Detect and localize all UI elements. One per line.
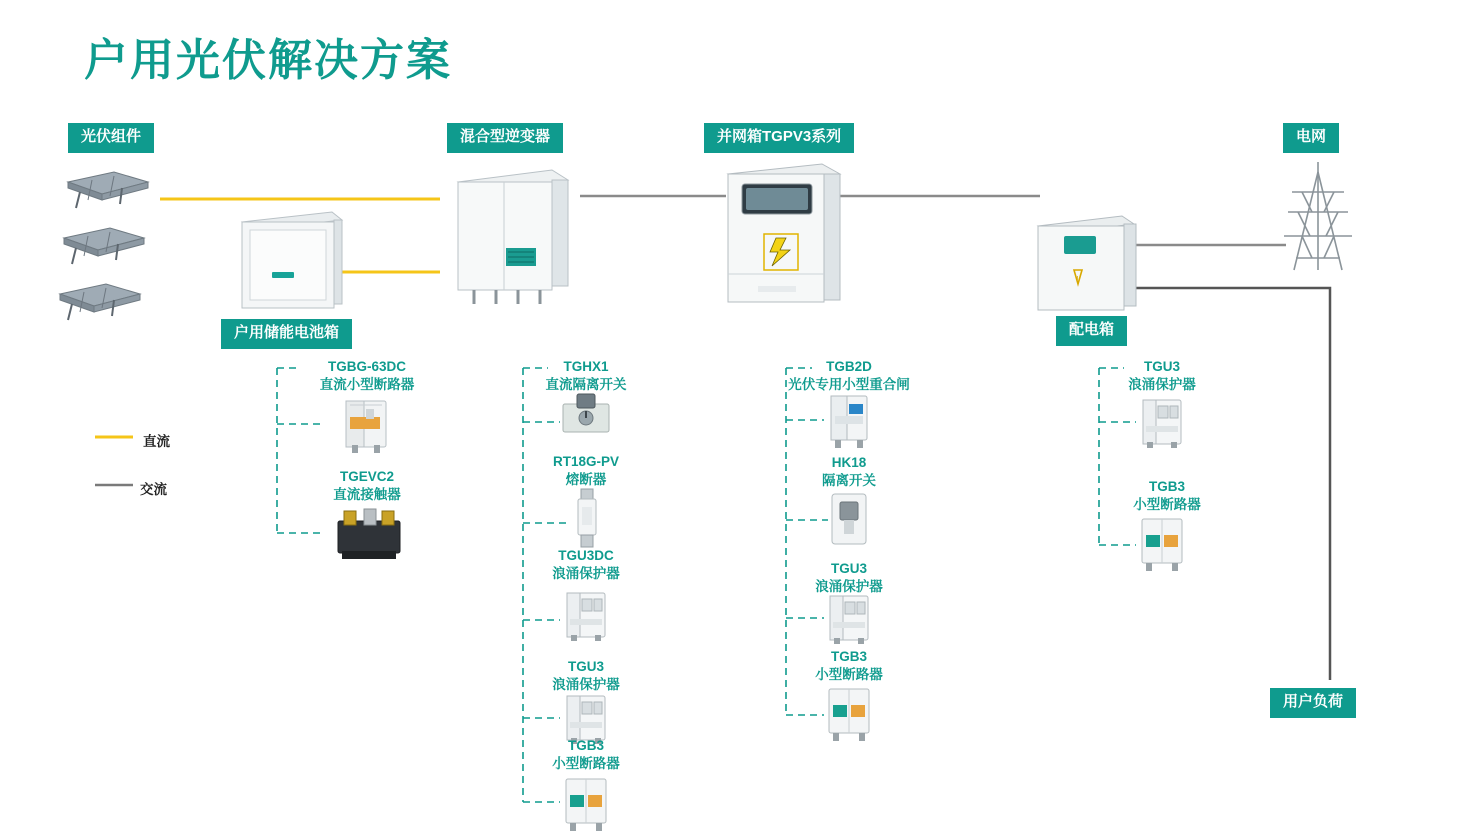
component-model: TGU3: [567, 659, 604, 674]
component-desc: 隔离开关: [822, 472, 876, 488]
component-desc: 熔断器: [565, 471, 607, 487]
svg-text:!: !: [1076, 275, 1079, 284]
component-model: TGU3: [830, 561, 867, 576]
component-model: RT18G-PV: [552, 454, 620, 469]
component-model: TGB3: [830, 649, 867, 664]
device-icon-fuse: [572, 487, 602, 549]
chip-power-grid[interactable]: 电网: [1283, 123, 1339, 153]
component-desc: 浪涌保护器: [552, 676, 620, 692]
device-icon-mcb-grid: [823, 685, 875, 741]
distribution-cabinet: [1034, 212, 1140, 316]
component-model: TGU3: [1143, 359, 1180, 374]
device-icon-mcb-distribution: [1136, 515, 1188, 571]
device-icon-contactor: [332, 505, 406, 565]
component-model: TGB3: [1148, 479, 1185, 494]
component-label-rt18gpv[interactable]: [553, 453, 619, 489]
component-label-tgb3-inverter[interactable]: [552, 737, 620, 773]
device-icon-hk-switch: [828, 490, 870, 548]
device-icon-recloser: [825, 392, 873, 448]
device-icon-mcb: [560, 775, 612, 831]
component-model: HK18: [831, 455, 867, 470]
component-desc: 浪涌保护器: [552, 565, 620, 581]
component-desc: 小型断路器: [815, 666, 883, 682]
device-icon-spd-distribution: [1139, 392, 1185, 450]
component-model: TGEVC2: [339, 469, 394, 484]
device-icon-mcb-dc: [336, 395, 398, 457]
battery-cabinet: [236, 208, 348, 316]
legend-label-ac: 交流: [140, 482, 167, 497]
chip-grid-box[interactable]: 并网箱TGPV3系列: [704, 123, 854, 153]
chip-distribution-box[interactable]: 配电箱: [1056, 316, 1127, 346]
chip-hybrid-inverter[interactable]: 混合型逆变器: [447, 123, 563, 153]
page-title: 户用光伏解决方案: [84, 36, 452, 85]
component-label-hk18[interactable]: [822, 454, 876, 490]
component-label-tgevc2[interactable]: [333, 468, 401, 504]
component-model: TGB3: [567, 738, 604, 753]
component-label-tgb3-distribution[interactable]: [1133, 478, 1201, 514]
component-desc: 直流隔离开关: [545, 376, 627, 392]
component-desc: 小型断路器: [552, 755, 620, 771]
chip-pv-module[interactable]: 光伏组件: [68, 123, 154, 153]
chip-battery-box[interactable]: 户用储能电池箱: [221, 319, 352, 349]
component-label-tgu3-distribution[interactable]: [1128, 358, 1196, 394]
grid-connection-box: [724, 162, 846, 310]
component-label-tgu3-gridbox[interactable]: [815, 560, 883, 596]
component-label-tghx1[interactable]: [546, 358, 627, 394]
component-label-tgb2d[interactable]: [788, 358, 910, 394]
device-icon-spd-grid: [826, 588, 872, 646]
component-desc: 光伏专用小型重合闸: [788, 376, 910, 392]
component-model: TGU3DC: [558, 548, 614, 563]
legend-label-dc: 直流: [143, 434, 170, 449]
component-model: TGBG-63DC: [327, 359, 406, 374]
component-model: TGHX1: [563, 359, 609, 374]
component-desc: 直流接触器: [333, 486, 401, 502]
component-label-tgb3-gridbox[interactable]: [815, 648, 883, 684]
chip-user-load[interactable]: 用户负荷: [1270, 688, 1356, 718]
component-desc: 小型断路器: [1133, 496, 1201, 512]
component-desc: 浪涌保护器: [1128, 376, 1196, 392]
component-desc: 直流小型断路器: [319, 376, 415, 392]
component-desc: 浪涌保护器: [815, 578, 883, 594]
device-icon-isolator-dc: [559, 392, 613, 438]
component-label-tgu3dc[interactable]: [552, 547, 620, 583]
pv-array: [58, 160, 178, 340]
component-label-tgbg63dc[interactable]: [320, 358, 415, 394]
hybrid-inverter-unit: [452, 166, 576, 308]
component-model: TGB2D: [826, 359, 872, 374]
transmission-tower: [1278, 158, 1358, 274]
device-icon-spd-dc: [563, 585, 609, 643]
component-label-tgu3-inverter[interactable]: [552, 658, 620, 694]
